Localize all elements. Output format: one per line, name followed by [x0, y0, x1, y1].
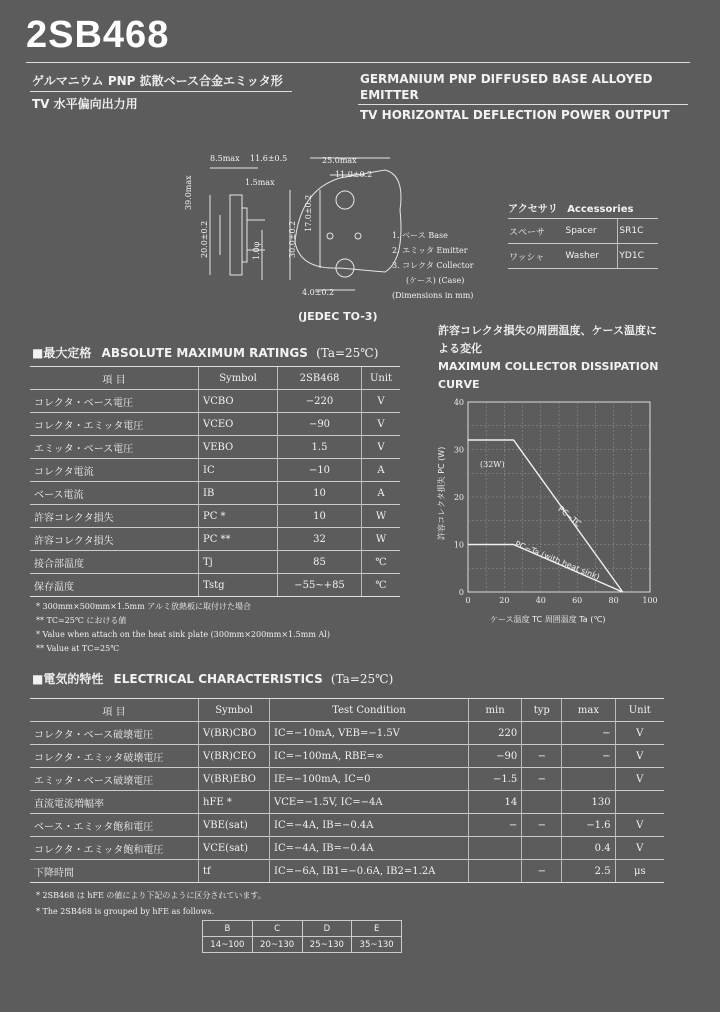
note: * The 2SB468 is grouped by hFE as follows.: [36, 907, 215, 916]
unit: V: [615, 768, 664, 791]
unit: ℃: [362, 551, 401, 574]
note: * Value when attach on the heat sink plate (300mm×200mm×1.5mm Al): [36, 630, 330, 639]
typ: −: [522, 745, 562, 768]
curve-title-jp1: 許容コレクタ損失の周囲温度、ケース温度に: [438, 324, 658, 337]
unit: ℃: [362, 574, 401, 597]
symbol: PC **: [199, 528, 278, 551]
group-range: 14~100: [203, 937, 253, 953]
group-letter: C: [252, 921, 302, 937]
acc-en: Spacer: [564, 219, 617, 244]
condition: IC=−100mA, RBE=∞: [270, 745, 469, 768]
value: 85: [278, 551, 362, 574]
en-title-3: TV HORIZONTAL DEFLECTION POWER OUTPUT: [360, 108, 670, 122]
max: −: [562, 745, 615, 768]
unit: V: [362, 413, 401, 436]
symbol: PC *: [199, 505, 278, 528]
group-range: 35~130: [352, 937, 402, 953]
condition: IC=−4A, IB=−0.4A: [270, 814, 469, 837]
abs-max-header: [30, 367, 400, 390]
elec-header: [30, 699, 664, 722]
col-unit: Unit: [362, 367, 401, 390]
condition: IE=−100mA, IC=0: [270, 768, 469, 791]
item: ベース・エミッタ飽和電圧: [30, 814, 199, 837]
abs-max-row: [30, 505, 400, 528]
typ: −: [522, 814, 562, 837]
dim-4-0: 4.0±0.2: [302, 288, 335, 297]
elec-row: [30, 745, 664, 768]
elec-row: [30, 722, 664, 745]
min: −: [469, 814, 522, 837]
value: −10: [278, 459, 362, 482]
min: −1.5: [469, 768, 522, 791]
accessories-title: [508, 200, 633, 215]
unit: V: [362, 390, 401, 413]
value: 10: [278, 482, 362, 505]
dim-8-5max: 8.5max: [210, 154, 240, 163]
elec-notes: [36, 888, 266, 920]
abs-max-row: [30, 551, 400, 574]
group-range: 25~130: [302, 937, 352, 953]
value: 1.5: [278, 436, 362, 459]
group-letter: D: [302, 921, 352, 937]
elec-title-jp: ■電気的特性: [32, 672, 104, 686]
elec-row: [30, 814, 664, 837]
pin-2: 2. エミッタ Emitter: [392, 246, 468, 255]
abs-max-title-en: ABSOLUTE MAXIMUM RATINGS: [101, 346, 308, 360]
unit: V: [615, 722, 664, 745]
note: ** Value at TC=25℃: [36, 644, 120, 653]
y-axis-label: 許容コレクタ損失 PC (W): [437, 446, 446, 540]
condition: IC=−4A, IB=−0.4A: [270, 837, 469, 860]
col-typ: typ: [522, 699, 562, 722]
elec-row: [30, 860, 664, 883]
y-tick-label: 40: [453, 398, 464, 407]
min: 14: [469, 791, 522, 814]
elec-title: [32, 670, 393, 687]
elec-row: [30, 768, 664, 791]
unit: [615, 791, 664, 814]
unit: μs: [615, 860, 664, 883]
abs-max-row: [30, 459, 400, 482]
abs-max-row: [30, 413, 400, 436]
abs-max-row: [30, 390, 400, 413]
x-tick-label: 80: [608, 596, 619, 605]
unit: W: [362, 505, 401, 528]
group-range: 20~130: [252, 937, 302, 953]
value: −220: [278, 390, 362, 413]
item: コレクタ・エミッタ飽和電圧: [30, 837, 199, 860]
curve-title-en1: MAXIMUM COLLECTOR DISSIPATION: [438, 360, 659, 373]
note: ** TC=25℃ における値: [36, 616, 127, 625]
x-tick-label: 40: [535, 596, 546, 605]
typ: [522, 722, 562, 745]
pin-legend: [392, 228, 474, 303]
symbol: VCEO: [199, 413, 278, 436]
elec-table: [30, 698, 664, 883]
divider: [358, 104, 688, 105]
abs-max-row: [30, 436, 400, 459]
y-tick-label: 30: [453, 445, 464, 455]
unit: V: [615, 814, 664, 837]
accessories-table: [508, 218, 658, 269]
part-number-title: 2SB468: [26, 14, 170, 56]
abs-max-row: [30, 574, 400, 597]
item: コレクタ・ベース破壊電圧: [30, 722, 199, 745]
jp-title-1: ゲルマニウム PNP 拡散ベース合金エミッタ形: [32, 74, 283, 88]
condition: IC=−10mA, VEB=−1.5V: [270, 722, 469, 745]
unit: A: [362, 482, 401, 505]
item: 下降時間: [30, 860, 199, 883]
elec-cond: (Ta=25℃): [330, 672, 394, 686]
col-unit: Unit: [615, 699, 664, 722]
y-tick-label: 20: [453, 493, 464, 502]
label-32w: (32W): [480, 460, 505, 469]
abs-max-row: [30, 528, 400, 551]
symbol: VCE(sat): [199, 837, 270, 860]
en-title-2: EMITTER: [360, 88, 419, 102]
group-letters: [203, 921, 402, 937]
curve-title: [438, 322, 658, 394]
col-cond: Test Condition: [270, 699, 469, 722]
acc-jp: スペーサ: [508, 219, 564, 244]
accessories-row: [508, 244, 658, 269]
divider: [26, 62, 690, 63]
acc-code: YD1C: [618, 244, 658, 269]
symbol: V(BR)CEO: [199, 745, 270, 768]
label-pc-tc: PC−TC: [556, 504, 583, 529]
y-tick-label: 10: [453, 540, 464, 550]
item: エミッタ・ベース電圧: [30, 436, 199, 459]
unit: A: [362, 459, 401, 482]
symbol: IB: [199, 482, 278, 505]
min: [469, 837, 522, 860]
typ: −: [522, 768, 562, 791]
item: 許容コレクタ損失: [30, 528, 199, 551]
dissipation-curve-chart: [430, 392, 670, 632]
elec-row: [30, 837, 664, 860]
jp-title-2: TV 水平偏向出力用: [32, 97, 138, 111]
item: 直流電流増幅率: [30, 791, 199, 814]
accessories-title-en: Accessories: [567, 204, 634, 215]
x-axis-label: ケース温度 TC 周囲温度 Ta (℃): [490, 615, 606, 624]
item: 接合部温度: [30, 551, 199, 574]
dim-11-0: 11.0±0.2: [335, 170, 373, 179]
condition: IC=−6A, IB1=−0.6A, IB2=1.2A: [270, 860, 469, 883]
item: 許容コレクタ損失: [30, 505, 199, 528]
col-value: 2SB468: [278, 367, 362, 390]
unit: V: [615, 745, 664, 768]
dim-1-0phi: 1.0φ: [252, 241, 261, 260]
min: 220: [469, 722, 522, 745]
accessories-row: [508, 219, 658, 244]
note: * 300mm×500mm×1.5mm アルミ放熱板に取付けた場合: [36, 602, 251, 611]
typ: [522, 791, 562, 814]
abs-max-notes: [36, 600, 330, 656]
abs-max-row: [30, 482, 400, 505]
curve-title-jp2: よる変化: [438, 342, 482, 355]
dim-20-0: 20.0±0.2: [200, 220, 209, 258]
typ: −: [522, 860, 562, 883]
symbol: VCBO: [199, 390, 278, 413]
symbol: Tj: [199, 551, 278, 574]
dim-39max: 39.0max: [184, 175, 193, 210]
symbol: VEBO: [199, 436, 278, 459]
en-title-1: GERMANIUM PNP DIFFUSED BASE ALLOYED: [360, 72, 653, 86]
unit: V: [362, 436, 401, 459]
symbol: V(BR)CBO: [199, 722, 270, 745]
abs-max-title-jp: ■最大定格: [32, 346, 92, 360]
curve-title-en2: CURVE: [438, 378, 480, 391]
max: −1.6: [562, 814, 615, 837]
y-tick-label: 0: [458, 588, 464, 597]
min: −90: [469, 745, 522, 768]
item: コレクタ電流: [30, 459, 199, 482]
acc-jp: ワッシャ: [508, 244, 564, 269]
item: コレクタ・エミッタ電圧: [30, 413, 199, 436]
max: 2.5: [562, 860, 615, 883]
note: * 2SB468 は hFE の値により下記のように区分されています。: [36, 891, 266, 900]
accessories-title-jp: アクセサリ: [508, 204, 558, 215]
col-symbol: Symbol: [199, 367, 278, 390]
abs-max-cond: (Ta=25℃): [316, 346, 379, 360]
unit: W: [362, 528, 401, 551]
elec-row: [30, 791, 664, 814]
value: −90: [278, 413, 362, 436]
value: 32: [278, 528, 362, 551]
group-ranges: [203, 937, 402, 953]
pin-3: 3. コレクタ Collector: [392, 261, 474, 270]
symbol: Tstg: [199, 574, 278, 597]
symbol: V(BR)EBO: [199, 768, 270, 791]
item: 保存温度: [30, 574, 199, 597]
unit: V: [615, 837, 664, 860]
dim-25max: 25.0max: [322, 156, 357, 165]
acc-en: Washer: [564, 244, 617, 269]
max: [562, 768, 615, 791]
pin-1: 1. ベース Base: [392, 231, 448, 240]
symbol: IC: [199, 459, 278, 482]
pin-3-case: (ケース) (Case): [406, 276, 465, 285]
x-tick-label: 0: [465, 596, 471, 605]
elec-title-en: ELECTRICAL CHARACTERISTICS: [113, 672, 323, 686]
x-tick-label: 20: [499, 596, 510, 605]
symbol: hFE *: [199, 791, 270, 814]
col-min: min: [469, 699, 522, 722]
hfe-group-table: [202, 920, 402, 953]
value: −55~+85: [278, 574, 362, 597]
item: コレクタ・エミッタ破壊電圧: [30, 745, 199, 768]
max: 0.4: [562, 837, 615, 860]
col-item: 項 目: [30, 699, 199, 722]
item: エミッタ・ベース破壊電圧: [30, 768, 199, 791]
chart-ticks: [454, 398, 658, 605]
col-max: max: [562, 699, 615, 722]
max: 130: [562, 791, 615, 814]
condition: VCE=−1.5V, IC=−4A: [270, 791, 469, 814]
label-pc-ta: PC−Ta (with heat sink): [513, 539, 601, 582]
abs-max-table: [30, 366, 400, 597]
dim-17-0: 17.0±0.2: [304, 194, 313, 232]
value: 10: [278, 505, 362, 528]
item: コレクタ・ベース電圧: [30, 390, 199, 413]
abs-max-title: [32, 344, 378, 361]
group-letter: E: [352, 921, 402, 937]
dim-30-0: 30.0±0.2: [288, 220, 297, 258]
dimensions-note: (Dimensions in mm): [392, 291, 474, 300]
jedec-label: (JEDEC TO-3): [298, 310, 378, 323]
acc-code: SR1C: [618, 219, 658, 244]
dim-11-6: 11.6±0.5: [250, 154, 288, 163]
col-symbol: Symbol: [199, 699, 270, 722]
symbol: tf: [199, 860, 270, 883]
x-tick-label: 60: [572, 596, 583, 605]
col-item: 項 目: [30, 367, 199, 390]
group-letter: B: [203, 921, 253, 937]
dim-1-5max: 1.5max: [245, 178, 275, 187]
symbol: VBE(sat): [199, 814, 270, 837]
item: ベース電流: [30, 482, 199, 505]
max: −: [562, 722, 615, 745]
typ: [522, 837, 562, 860]
min: [469, 860, 522, 883]
x-tick-label: 100: [642, 596, 658, 605]
divider: [30, 91, 292, 92]
